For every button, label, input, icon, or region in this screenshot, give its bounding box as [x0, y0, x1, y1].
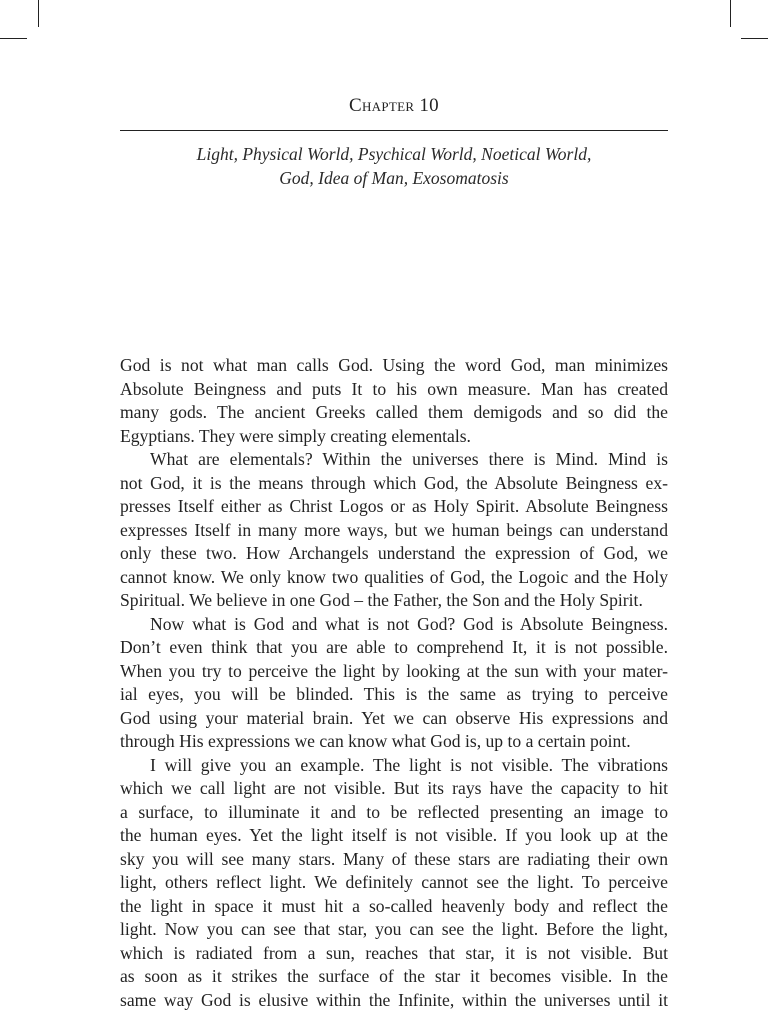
- text-line: which we call light are not visible. But its rays have the capacity to hit: [120, 778, 668, 798]
- subtitle-line: Light, Physical World, Psychical World, Noetical World,: [196, 144, 592, 164]
- text-line: Now what is God and what is not God? God is Absolute Beingness.: [150, 613, 668, 634]
- chapter-subtitle: [120, 142, 668, 190]
- text-line: only these two. How Archangels understand the expression of God, we: [120, 543, 668, 563]
- text-line: the light in space it must hit a so-called heavenly body and reflect the: [120, 895, 668, 916]
- text-line: which is radiated from a sun, reaches that star, it is not visible. But: [120, 942, 668, 963]
- text-line: When you try to perceive the light by looking at the sun with your mater-: [120, 660, 668, 681]
- text-line: as soon as it strikes the surface of the star it becomes visible. In the: [120, 966, 668, 986]
- text-line: not God, it is the means through which God, the Absolute Beingness ex-: [120, 472, 668, 493]
- text-line: cannot know. We only know two qualities of God, the Logoic and the Holy: [120, 566, 668, 587]
- text-line: Egyptians. They were simply creating elementals.: [120, 425, 471, 446]
- text-line: I will give you an example. The light is not visible. The vibrations: [150, 754, 668, 775]
- text-line: Spiritual. We believe in one God – the Father, the Son and the Holy Spirit.: [120, 590, 643, 610]
- crop-mark-top-left: [38, 0, 39, 27]
- crop-mark-right: [741, 38, 768, 39]
- text-line: presses Itself either as Christ Logos or as Holy Spirit. Absolute Beingness: [120, 496, 668, 516]
- text-line: many gods. The ancient Greeks called them demigods and so did the: [120, 402, 668, 422]
- subtitle-line: God, Idea of Man, Exosomatosis: [279, 168, 509, 188]
- crop-mark-left: [0, 38, 27, 39]
- text-line: Don’t even think that you are able to comprehend It, it is not possible.: [120, 637, 668, 657]
- text-line: same way God is elusive within the Infinite, within the universes until it: [120, 989, 668, 1010]
- text-line: Absolute Beingness and puts It to his own measure. Man has created: [120, 378, 668, 399]
- heading-divider: [120, 130, 668, 131]
- text-line: God is not what man calls God. Using the word God, man minimizes: [120, 355, 668, 375]
- text-line: through His expressions we can know what God is, up to a certain point.: [120, 731, 631, 751]
- text-line: sky you will see many stars. Many of these stars are radiating their own: [120, 848, 668, 869]
- chapter-heading: Chapter 10: [349, 95, 439, 116]
- text-line: the human eyes. Yet the light itself is not visible. If you look up at the: [120, 825, 668, 845]
- crop-mark-top-right: [730, 0, 731, 27]
- body-text: [120, 354, 668, 1012]
- text-line: light, others reflect light. We definitely cannot see the light. To perceive: [120, 872, 668, 892]
- text-line: What are elementals? Within the universes there is Mind. Mind is: [150, 449, 668, 469]
- text-line: ial eyes, you will be blinded. This is the same as trying to perceive: [120, 684, 668, 704]
- text-line: God using your material brain. Yet we can observe His expressions and: [120, 707, 668, 728]
- text-line: light. Now you can see that star, you can see the light. Before the light,: [120, 919, 668, 939]
- text-line: a surface, to illuminate it and to be reflected presenting an image to: [120, 801, 668, 822]
- text-line: expresses Itself in many more ways, but we human beings can understand: [120, 519, 668, 540]
